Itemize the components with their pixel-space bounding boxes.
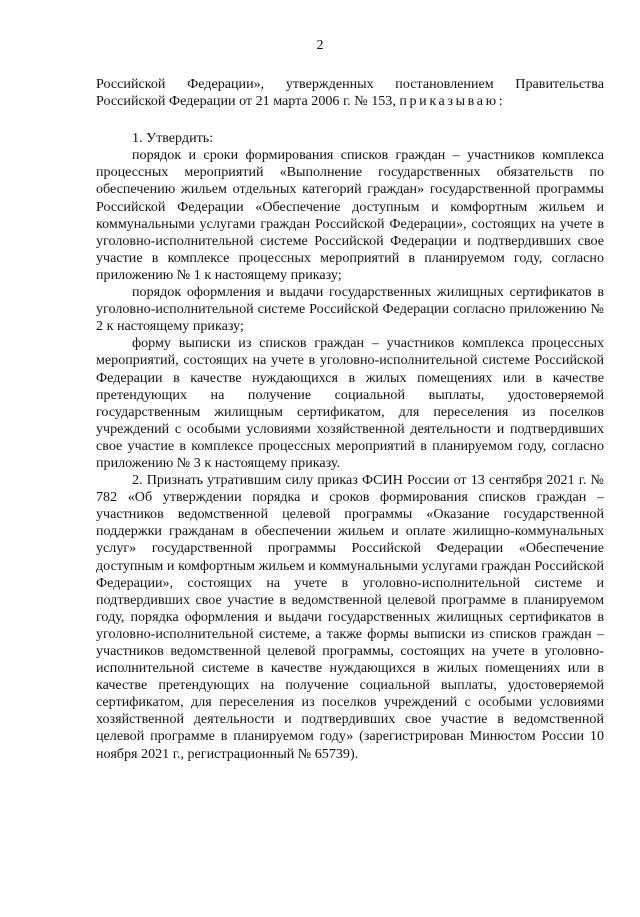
- order-keyword: приказываю:: [399, 93, 506, 110]
- document-body: [96, 76, 604, 763]
- page-number: 2: [316, 38, 324, 53]
- intro-text: Российской Федерации», утвержденных постановлением Правительства Российской Федерации от 21 марта 2006 г. № 153,: [96, 76, 604, 110]
- item-1-heading: 1. Утвердить:: [132, 130, 214, 147]
- item-2-paragraph: 2. Признать утратившим силу приказ ФСИН России от 13 сентября 2021 г. № 782 «Об утверждении порядка и сроков формирования списков граждан – участников ведомственной целевой программы «Оказание государственной поддержки гражданам в обеспечении жильем и оплате жилищно-коммунальных услуг» государственной программы Российской Федерации «Обеспечение доступным и комфортным жильем и коммунальными услугами граждан Российской Федерации», состоящих на учете в уголовно-исполнительной системе и подтвердивших свое участие в ведомственной целевой программе в планируемом году, порядка оформления и выдачи государственных жилищных сертификатов в уголовно-исполнительной системе, а также формы выписки из списков граждан – участников ведомственной целевой программы, состоящих на учете в уголовно-исполнительной системе в качестве нуждающихся в жилых помещениях или в качестве претендующих на получение социальной выплаты, удостоверяемой сертификатом, для переселения из поселков учреждений с особыми условиями хозяйственной деятельности и подтвердивших свое участие в ведомственной целевой программе в планируемом году» (зарегистрирован Минюстом России 10 ноября 2021 г., регистрационный № 65739).: [96, 472, 604, 762]
- intro-paragraph: [96, 76, 604, 110]
- item-1-paragraph-procedure-lists: порядок и сроки формирования списков граждан – участников комплекса процессных мероприятий «Выполнение государственных обязательств по обеспечению жильем отдельных категорий граждан» государственной программы Российской Федерации «Обеспечение доступным и комфортным жильем и коммунальными услугами граждан Российской Федерации», состоящих на учете в уголовно-исполнительной системе Российской Федерации и подтвердивших свое участие в комплексе процессных мероприятий в планируемом году, согласно приложению № 1 к настоящему приказу;: [96, 147, 604, 283]
- paragraph-gap: [96, 110, 604, 130]
- item-1-paragraph-extract-form: форму выписки из списков граждан – участников комплекса процессных мероприятий, состоящих на учете в уголовно-исполнительной системе Российской Федерации в качестве нуждающихся в жилых помещениях или в качестве претендующих на получение социальной выплаты, удостоверяемой государственным жилищным сертификатом, для переселения из поселков учреждений с особыми условиями хозяйственной деятельности и подтвердивших свое участие в комплексе процессных мероприятий в планируемом году, согласно приложению № 3 к настоящему приказу.: [96, 335, 604, 471]
- item-1-paragraph-certificates: порядок оформления и выдачи государственных жилищных сертификатов в уголовно-исполнительной системе Российской Федерации согласно приложению № 2 к настоящему приказу;: [96, 284, 604, 335]
